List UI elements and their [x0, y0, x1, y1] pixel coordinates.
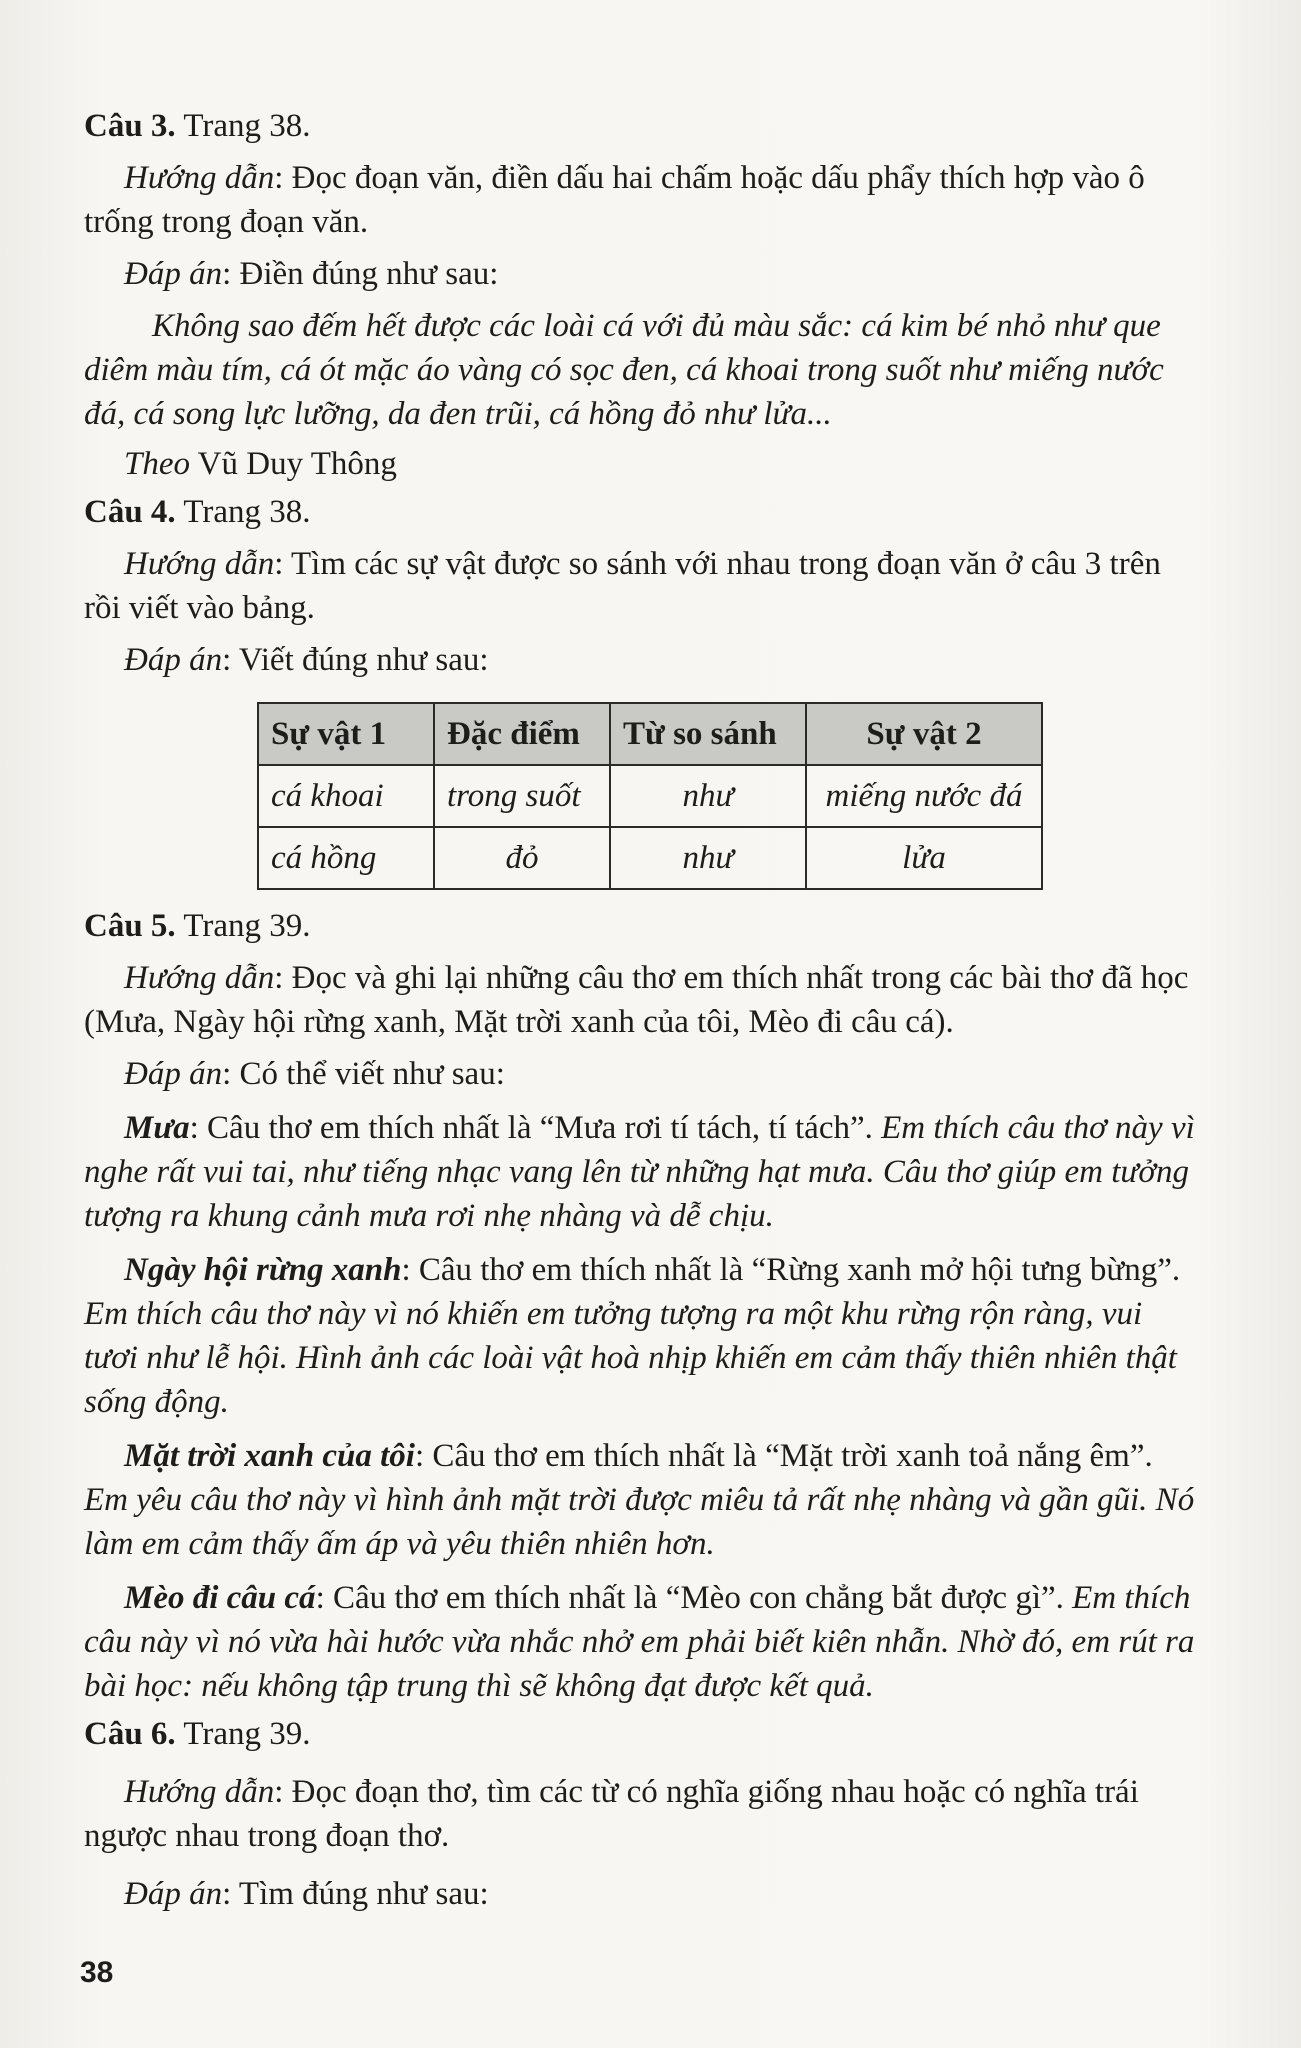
poem-favorite-line: : Câu thơ em thích nhất là “Mưa rơi tí tách, tí tách”.	[189, 1110, 882, 1146]
question-3-answer	[84, 252, 1204, 296]
comparison-table-wrap	[257, 702, 1204, 890]
table-cell: như	[610, 827, 806, 889]
question-label: Câu 5.	[84, 908, 176, 944]
question-4-heading	[84, 490, 1204, 534]
table-row	[258, 827, 1042, 889]
poem-answer-mat-troi	[84, 1434, 1204, 1566]
poem-answer-mua	[84, 1106, 1204, 1238]
table-header-cell: Sự vật 1	[258, 703, 434, 765]
source-author: Vũ Duy Thông	[190, 446, 397, 482]
page-number: 38	[80, 1956, 114, 1989]
answer-label: Đáp án	[124, 1056, 223, 1092]
question-5-guide	[84, 956, 1204, 1044]
question-label: Câu 6.	[84, 1716, 176, 1752]
question-page: Trang 38.	[183, 494, 311, 530]
poem-title: Mặt trời xanh của tôi	[124, 1438, 415, 1474]
question-6-heading	[84, 1712, 1204, 1756]
question-4-guide	[84, 542, 1204, 630]
table-header-cell: Từ so sánh	[610, 703, 806, 765]
table-cell: đỏ	[434, 827, 610, 889]
poem-favorite-line: : Câu thơ em thích nhất là “Mặt trời xanh toả nắng êm”.	[414, 1438, 1153, 1474]
poem-reason: Em thích câu thơ này vì nó khiến em tưởng tượng ra một khu rừng rộn ràng, vui tươi như lễ hội. Hình ảnh các loài vật hoà nhịp khiến em cảm thấy thiên nhiên thật sống động.	[84, 1296, 1177, 1420]
table-header-cell: Sự vật 2	[806, 703, 1042, 765]
table-cell: miếng nước đá	[806, 765, 1042, 827]
guide-label: Hướng dẫn	[124, 960, 275, 996]
question-5-heading	[84, 904, 1204, 948]
table-cell: cá hồng	[258, 827, 434, 889]
table-header-cell: Đặc điểm	[434, 703, 610, 765]
poem-reason: Em thích câu này vì nó vừa hài hước vừa nhắc nhở em phải biết kiên nhẫn. Nhờ đó, em rút ra bài học: nếu không tập trung thì sẽ không đạt được kết quả.	[84, 1580, 1195, 1704]
page-content	[84, 100, 1204, 1916]
question-3-guide	[84, 156, 1204, 244]
poem-title: Mưa	[124, 1110, 190, 1146]
poem-title: Mèo đi câu cá	[124, 1580, 316, 1616]
question-3-heading	[84, 104, 1204, 148]
guide-text: : Tìm các sự vật được so sánh với nhau trong đoạn văn ở câu 3 trên rồi viết vào bảng.	[84, 546, 1161, 626]
guide-text: : Đọc đoạn văn, điền dấu hai chấm hoặc dấu phẩy thích hợp vào ô trống trong đoạn văn.	[84, 160, 1145, 240]
question-6-answer	[84, 1872, 1204, 1916]
poem-favorite-line: : Câu thơ em thích nhất là “Rừng xanh mở hội tưng bừng”.	[401, 1252, 1181, 1288]
question-page: Trang 39.	[183, 908, 311, 944]
poem-reason: Em yêu câu thơ này vì hình ảnh mặt trời được miêu tả rất nhẹ nhàng và gần gũi. Nó làm em cảm thấy ấm áp và yêu thiên nhiên hơn.	[84, 1482, 1195, 1562]
poem-favorite-line: : Câu thơ em thích nhất là “Mèo con chẳng bắt được gì”.	[315, 1580, 1073, 1616]
table-header-row	[258, 703, 1042, 765]
guide-label: Hướng dẫn	[124, 160, 275, 196]
question-4-answer	[84, 638, 1204, 682]
answer-text: : Tìm đúng như sau:	[222, 1876, 489, 1912]
question-6-guide	[84, 1770, 1204, 1858]
guide-label: Hướng dẫn	[124, 1774, 275, 1810]
table-row	[258, 765, 1042, 827]
table-cell: như	[610, 765, 806, 827]
table-cell: cá khoai	[258, 765, 434, 827]
poem-title: Ngày hội rừng xanh	[124, 1252, 402, 1288]
answer-text: : Có thể viết như sau:	[222, 1056, 505, 1092]
answer-text: : Điền đúng như sau:	[222, 256, 499, 292]
table-cell: trong suốt	[434, 765, 610, 827]
question-label: Câu 3.	[84, 108, 176, 144]
answer-text: : Viết đúng như sau:	[222, 642, 489, 678]
question-page: Trang 39.	[183, 1716, 311, 1752]
poem-answer-ngay-hoi	[84, 1248, 1204, 1424]
answer-label: Đáp án	[124, 642, 223, 678]
guide-label: Hướng dẫn	[124, 546, 275, 582]
guide-text: : Đọc và ghi lại những câu thơ em thích nhất trong các bài thơ đã học (Mưa, Ngày hội rừng xanh, Mặt trời xanh của tôi, Mèo đi câu cá).	[84, 960, 1189, 1040]
table-cell: lửa	[806, 827, 1042, 889]
poem-answer-meo	[84, 1576, 1204, 1708]
question-3-passage: Không sao đếm hết được các loài cá với đủ màu sắc: cá kim bé nhỏ như que diêm màu tím, cá ót mặc áo vàng có sọc đen, cá khoai trong suốt như miếng nước đá, cá song lực lưỡng, da đen trũi, cá hồng đỏ như lửa...	[84, 308, 1164, 432]
question-page: Trang 38.	[183, 108, 311, 144]
answer-label: Đáp án	[124, 256, 223, 292]
comparison-table	[257, 702, 1043, 890]
source-prefix: Theo	[124, 446, 190, 482]
question-3-source	[84, 442, 1204, 486]
poem-reason: Em thích câu thơ này vì nghe rất vui tai, như tiếng nhạc vang lên từ những hạt mưa. Câu thơ giúp em tưởng tượng ra khung cảnh mưa rơi nhẹ nhàng và dễ chịu.	[84, 1110, 1195, 1234]
question-label: Câu 4.	[84, 494, 176, 530]
question-5-answer	[84, 1052, 1204, 1096]
guide-text: : Đọc đoạn thơ, tìm các từ có nghĩa giống nhau hoặc có nghĩa trái ngược nhau trong đoạn thơ.	[84, 1774, 1139, 1854]
answer-label: Đáp án	[124, 1876, 223, 1912]
